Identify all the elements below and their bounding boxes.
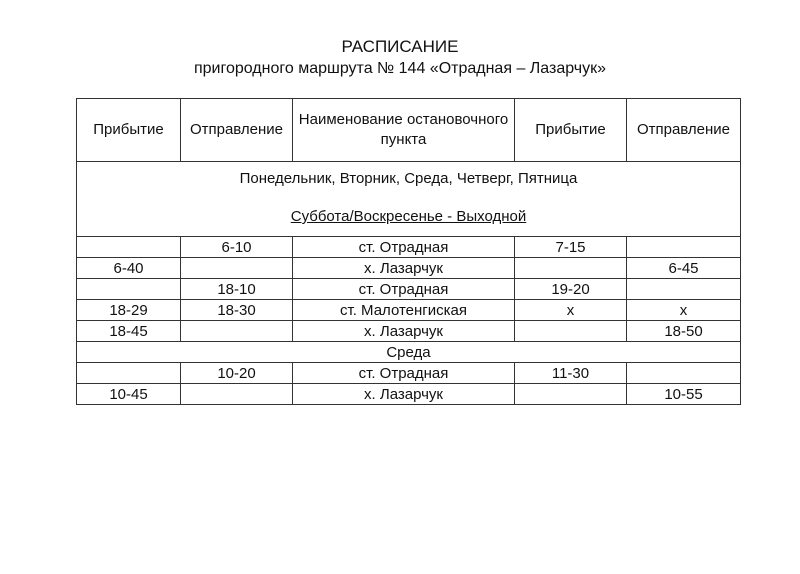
cell-arrival-return xyxy=(515,384,627,405)
table-row xyxy=(77,363,741,384)
days-weekend: Суббота/Воскресенье - Выходной xyxy=(290,208,527,225)
section-label-wednesday: Среда xyxy=(77,342,741,363)
cell-stop: ст. Отрадная xyxy=(293,363,515,384)
column-header-arrival: Прибытие xyxy=(77,99,181,162)
table-row xyxy=(77,300,741,321)
cell-departure-return xyxy=(627,279,741,300)
cell-arrival xyxy=(77,363,181,384)
cell-departure-return: х xyxy=(627,300,741,321)
cell-arrival-return: х xyxy=(515,300,627,321)
table-row xyxy=(77,384,741,405)
cell-stop: ст. Малотенгиская xyxy=(293,300,515,321)
cell-departure-return xyxy=(627,237,741,258)
cell-arrival-return: 19-20 xyxy=(515,279,627,300)
cell-arrival-return: 11-30 xyxy=(515,363,627,384)
days-row xyxy=(77,162,741,237)
column-header-arrival-return: Прибытие xyxy=(515,99,627,162)
cell-departure-return: 6-45 xyxy=(627,258,741,279)
table-row xyxy=(77,321,741,342)
cell-departure: 18-30 xyxy=(181,300,293,321)
cell-arrival-return: 7-15 xyxy=(515,237,627,258)
cell-stop: х. Лазарчук xyxy=(293,258,515,279)
cell-arrival xyxy=(77,237,181,258)
cell-departure: 18-10 xyxy=(181,279,293,300)
cell-stop: ст. Отрадная xyxy=(293,279,515,300)
cell-arrival xyxy=(77,279,181,300)
cell-arrival: 6-40 xyxy=(77,258,181,279)
column-header-stop-name: Наименование остановочного пункта xyxy=(293,99,515,162)
cell-arrival: 10-45 xyxy=(77,384,181,405)
cell-arrival: 18-29 xyxy=(77,300,181,321)
schedule-table xyxy=(76,98,741,405)
table-row xyxy=(77,237,741,258)
cell-departure xyxy=(181,384,293,405)
cell-arrival: 18-45 xyxy=(77,321,181,342)
cell-departure-return xyxy=(627,363,741,384)
cell-departure: 6-10 xyxy=(181,237,293,258)
cell-departure xyxy=(181,321,293,342)
cell-arrival-return xyxy=(515,258,627,279)
table-row xyxy=(77,258,741,279)
cell-stop: ст. Отрадная xyxy=(293,237,515,258)
column-header-departure: Отправление xyxy=(181,99,293,162)
cell-arrival-return xyxy=(515,321,627,342)
header-row xyxy=(77,99,741,162)
cell-departure-return: 10-55 xyxy=(627,384,741,405)
cell-stop: х. Лазарчук xyxy=(293,384,515,405)
page-subtitle: пригородного маршрута № 144 «Отрадная – Лазарчук» xyxy=(193,60,607,77)
days-weekday: Понедельник, Вторник, Среда, Четверг, Пятница xyxy=(239,170,578,187)
cell-departure-return: 18-50 xyxy=(627,321,741,342)
page-title: РАСПИСАНИЕ xyxy=(341,37,459,56)
days-cell xyxy=(77,162,741,237)
cell-departure xyxy=(181,258,293,279)
cell-departure: 10-20 xyxy=(181,363,293,384)
section-row-wednesday xyxy=(77,342,741,363)
table-row xyxy=(77,279,741,300)
cell-stop: х. Лазарчук xyxy=(293,321,515,342)
column-header-departure-return: Отправление xyxy=(627,99,741,162)
